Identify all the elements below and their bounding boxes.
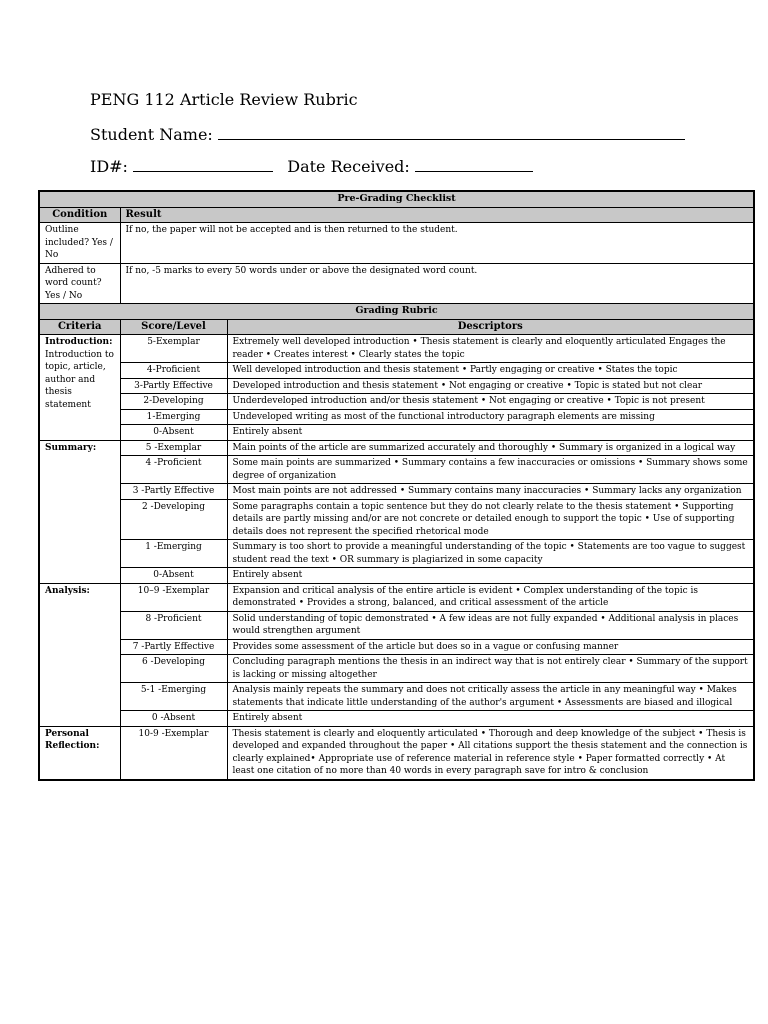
criteria-description: Introduction to topic, article, author and thesis statement bbox=[45, 349, 114, 410]
rubric-row bbox=[39, 611, 754, 639]
checklist-condition: Adhered to word count? Yes / No bbox=[39, 263, 120, 304]
descriptor-cell: Some main points are summarized • Summary contains a few inaccuracies or omissions • Summary shows some degree of organization bbox=[227, 456, 754, 484]
criteria-name: Personal Reflection: bbox=[45, 728, 100, 751]
criteria-name: Introduction: bbox=[45, 337, 113, 347]
grading-title: Grading Rubric bbox=[39, 304, 754, 320]
rubric-table bbox=[38, 190, 755, 781]
descriptor-cell: Underdeveloped introduction and/or thesis statement • Not engaging or creative • Topic is not present bbox=[227, 394, 754, 410]
checklist-row bbox=[39, 223, 754, 264]
criteria-cell bbox=[39, 335, 120, 441]
descriptor-cell: Solid understanding of topic demonstrated • A few ideas are not fully expanded • Additional analysis in places would strengthen argument bbox=[227, 611, 754, 639]
score-level-cell: 0-Absent bbox=[120, 568, 227, 584]
condition-header: Condition bbox=[39, 207, 120, 223]
rubric-row bbox=[39, 425, 754, 441]
score-level-cell: 5-1 -Emerging bbox=[120, 683, 227, 711]
checklist-title: Pre-Grading Checklist bbox=[39, 191, 754, 207]
criteria-cell bbox=[39, 440, 120, 583]
criteria-header: Criteria bbox=[39, 319, 120, 335]
score-level-cell: 10–9 -Exemplar bbox=[120, 583, 227, 611]
score-level-cell: 5-Exemplar bbox=[120, 335, 227, 363]
score-level-cell: 10-9 -Exemplar bbox=[120, 726, 227, 780]
rubric-row bbox=[39, 409, 754, 425]
student-name-blank[interactable] bbox=[218, 125, 685, 140]
criteria-cell bbox=[39, 726, 120, 780]
rubric-row bbox=[39, 456, 754, 484]
score-level-cell: 3-Partly Effective bbox=[120, 378, 227, 394]
descriptor-cell: Concluding paragraph mentions the thesis in an indirect way that is not entirely clear • Summary of the support is lacking or missing altogether bbox=[227, 655, 754, 683]
descriptor-cell: Undeveloped writing as most of the functional introductory paragraph elements are missing bbox=[227, 409, 754, 425]
score-level-cell: 0 -Absent bbox=[120, 711, 227, 727]
descriptor-cell: Expansion and critical analysis of the entire article is evident • Complex understanding of the topic is demonstrated • Provides a strong, balanced, and critical assessment of the article bbox=[227, 583, 754, 611]
rubric-row bbox=[39, 440, 754, 456]
score-level-cell: 4-Proficient bbox=[120, 363, 227, 379]
date-received-blank[interactable] bbox=[415, 157, 533, 172]
id-date-line bbox=[90, 157, 533, 176]
rubric-row bbox=[39, 363, 754, 379]
score-level-cell: 2-Developing bbox=[120, 394, 227, 410]
score-level-cell: 4 -Proficient bbox=[120, 456, 227, 484]
descriptor-cell: Main points of the article are summarized accurately and thoroughly • Summary is organized in a logical way bbox=[227, 440, 754, 456]
descriptor-cell: Entirely absent bbox=[227, 568, 754, 584]
score-level-cell: 1-Emerging bbox=[120, 409, 227, 425]
score-level-header: Score/Level bbox=[120, 319, 227, 335]
score-level-cell: 6 -Developing bbox=[120, 655, 227, 683]
rubric-row bbox=[39, 583, 754, 611]
rubric-row bbox=[39, 394, 754, 410]
document-title: PENG 112 Article Review Rubric bbox=[90, 90, 358, 109]
checklist-band bbox=[39, 191, 754, 207]
rubric-row bbox=[39, 655, 754, 683]
criteria-cell bbox=[39, 583, 120, 726]
rubric-row bbox=[39, 568, 754, 584]
score-level-cell: 2 -Developing bbox=[120, 499, 227, 540]
score-level-cell: 5 -Exemplar bbox=[120, 440, 227, 456]
descriptor-cell: Entirely absent bbox=[227, 425, 754, 441]
rubric-header-row bbox=[39, 319, 754, 335]
descriptor-cell: Thesis statement is clearly and eloquently articulated • Thorough and deep knowledge of the subject • Thesis is developed and expanded throughout the paper • All citations support the thesis statement and the connection is clearly explained• Appropriate use of reference material in reference style • Paper formatted correctly • At least one citation of no more than 40 words in every paragraph save for intro & conclusion bbox=[227, 726, 754, 780]
rubric-row bbox=[39, 711, 754, 727]
score-level-cell: 0-Absent bbox=[120, 425, 227, 441]
descriptor-cell: Extremely well developed introduction • Thesis statement is clearly and eloquently articulated Engages the reader • Creates interest • Clearly states the topic bbox=[227, 335, 754, 363]
rubric-row bbox=[39, 378, 754, 394]
rubric-row bbox=[39, 335, 754, 363]
rubric-row bbox=[39, 683, 754, 711]
score-level-cell: 8 -Proficient bbox=[120, 611, 227, 639]
descriptor-cell: Summary is too short to provide a meaningful understanding of the topic • Statements are too vague to suggest student read the text • OR summary is plagiarized in some capacity bbox=[227, 540, 754, 568]
rubric-row bbox=[39, 639, 754, 655]
criteria-name: Summary: bbox=[45, 442, 97, 453]
rubric-row bbox=[39, 499, 754, 540]
descriptor-cell: Most main points are not addressed • Summary contains many inaccuracies • Summary lacks any organization bbox=[227, 484, 754, 500]
rubric-row bbox=[39, 540, 754, 568]
grading-band bbox=[39, 304, 754, 320]
descriptor-cell: Analysis mainly repeats the summary and does not critically assess the article in any meaningful way • Makes statements that indicate little understanding of the author's argument • Assessments are biased and illogical bbox=[227, 683, 754, 711]
descriptors-header: Descriptors bbox=[227, 319, 754, 335]
score-level-cell: 1 -Emerging bbox=[120, 540, 227, 568]
id-label: ID#: bbox=[90, 157, 128, 176]
descriptor-cell: Entirely absent bbox=[227, 711, 754, 727]
checklist-row bbox=[39, 263, 754, 304]
checklist-condition: Outline included? Yes / No bbox=[39, 223, 120, 264]
rubric-row bbox=[39, 484, 754, 500]
id-blank[interactable] bbox=[133, 157, 273, 172]
descriptor-cell: Well developed introduction and thesis statement • Partly engaging or creative • States the topic bbox=[227, 363, 754, 379]
checklist-header-row bbox=[39, 207, 754, 223]
score-level-cell: 7 -Partly Effective bbox=[120, 639, 227, 655]
descriptor-cell: Provides some assessment of the article but does so in a vague or confusing manner bbox=[227, 639, 754, 655]
student-name-line bbox=[90, 125, 685, 144]
checklist-result: If no, -5 marks to every 50 words under or above the designated word count. bbox=[120, 263, 754, 304]
criteria-name: Analysis: bbox=[45, 585, 90, 596]
score-level-cell: 3 -Partly Effective bbox=[120, 484, 227, 500]
date-received-label: Date Received: bbox=[287, 157, 410, 176]
rubric-row bbox=[39, 726, 754, 780]
student-name-label: Student Name: bbox=[90, 125, 213, 144]
descriptor-cell: Some paragraphs contain a topic sentence but they do not clearly relate to the thesis statement • Supporting details are partly missing and/or are not concrete or detailed enough to support the topic • Use of supporting details does not represent the specified rhetorical mode bbox=[227, 499, 754, 540]
checklist-result: If no, the paper will not be accepted and is then returned to the student. bbox=[120, 223, 754, 264]
descriptor-cell: Developed introduction and thesis statement • Not engaging or creative • Topic is stated but not clear bbox=[227, 378, 754, 394]
result-header: Result bbox=[120, 207, 754, 223]
